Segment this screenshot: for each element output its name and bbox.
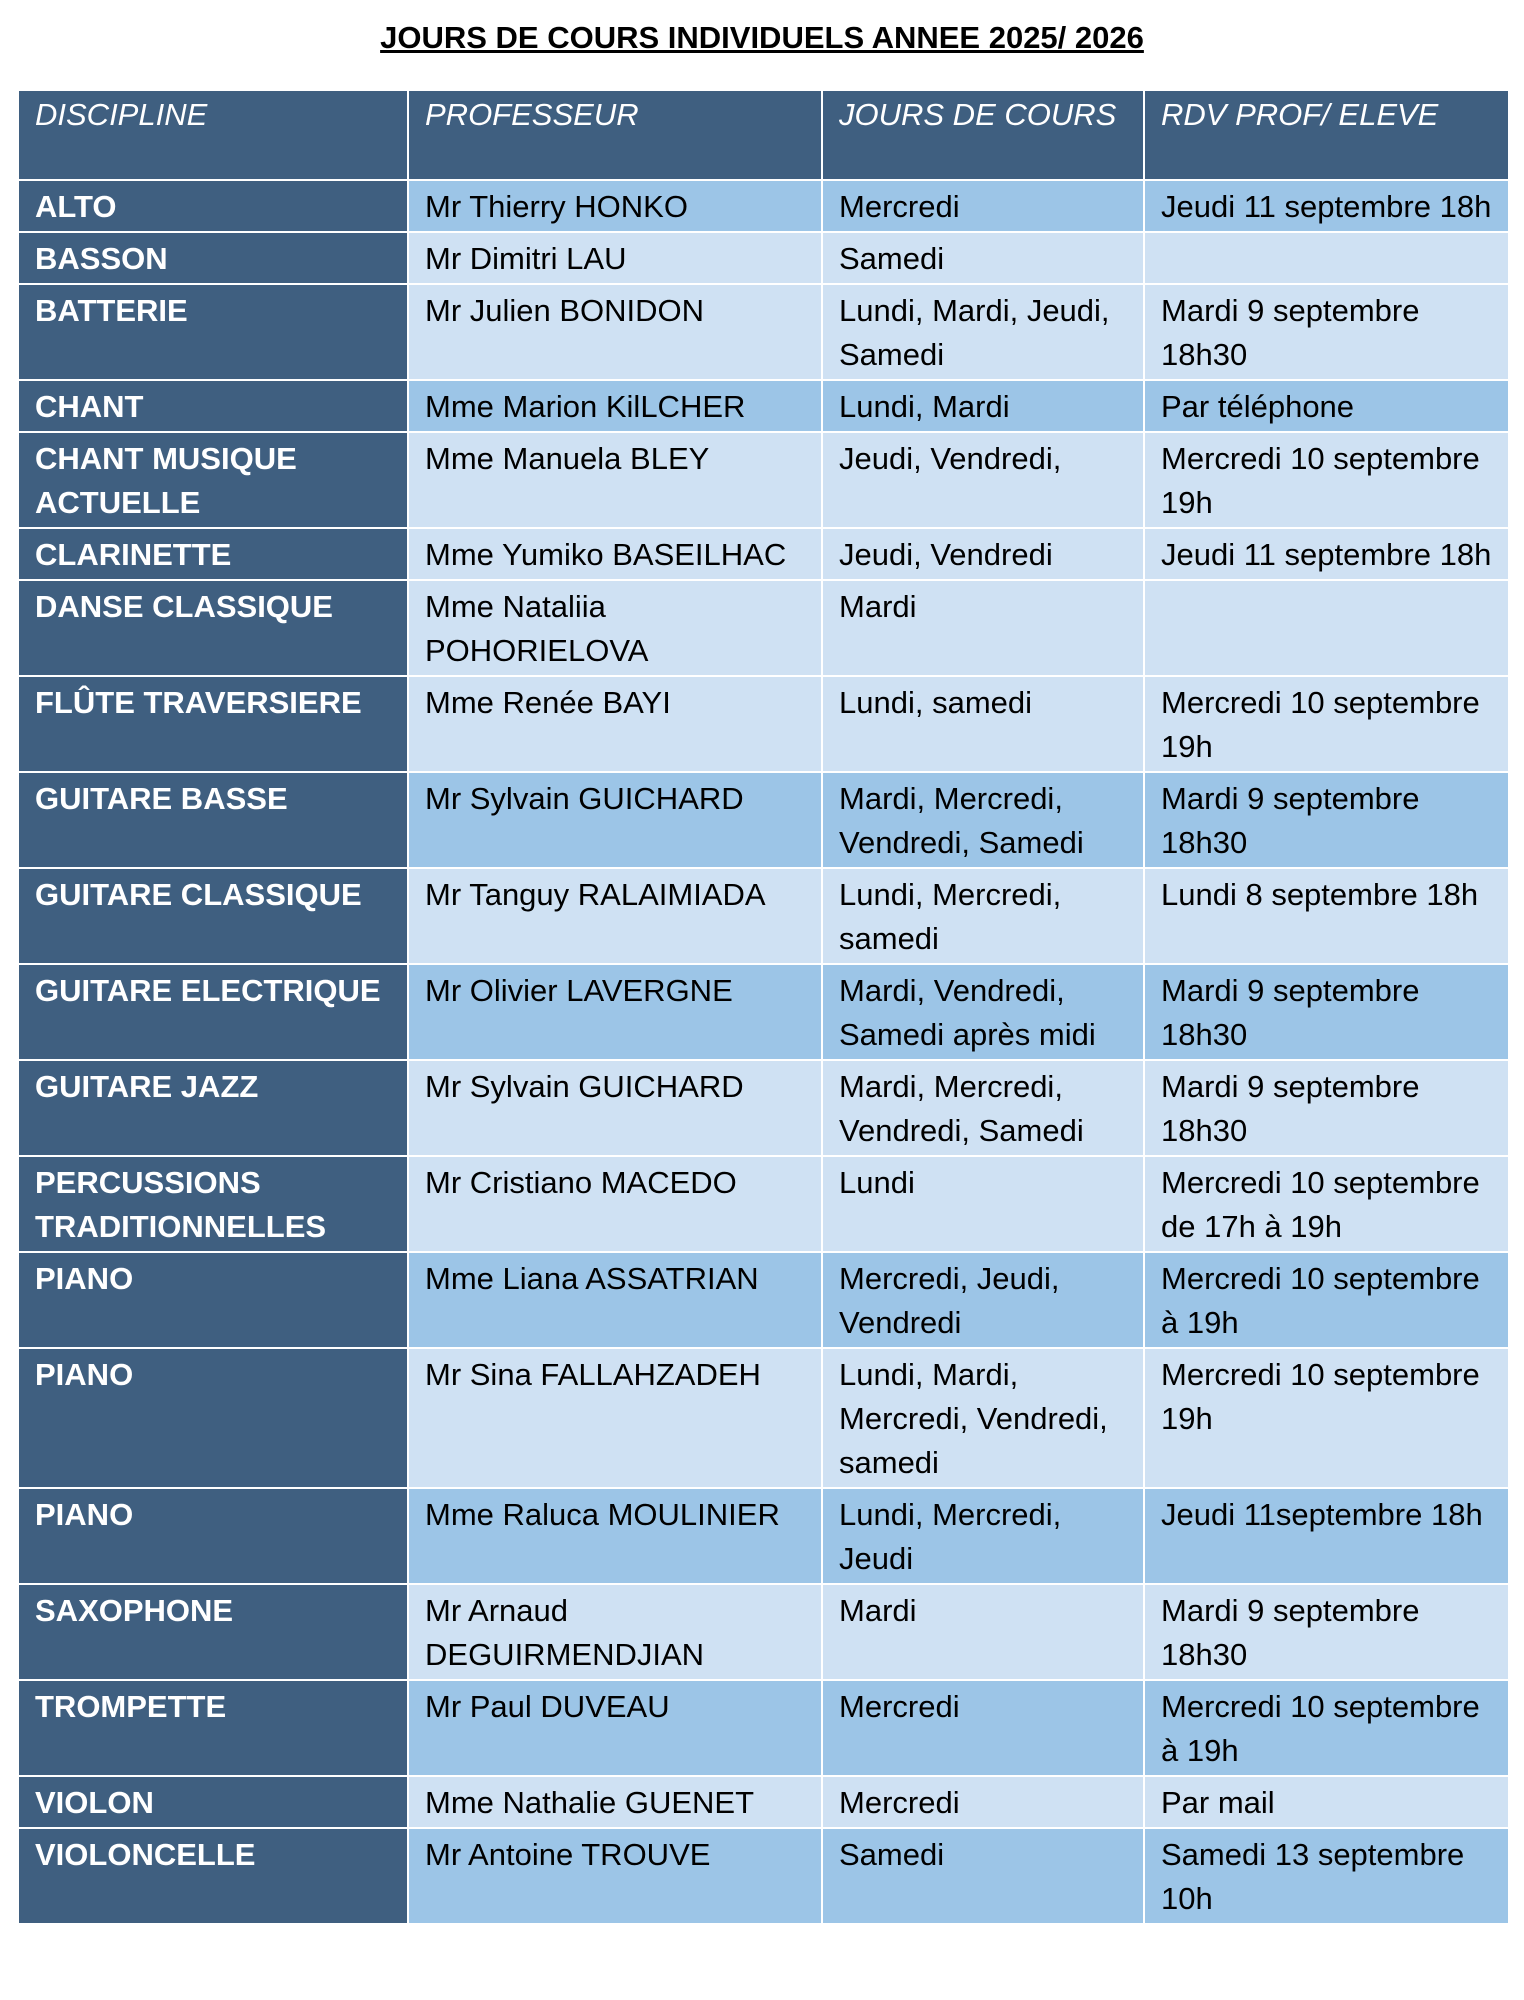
- jours-cell: Samedi: [822, 1828, 1144, 1924]
- professeur-cell: Mme Manuela BLEY: [408, 432, 822, 528]
- header-jours: JOURS DE COURS: [822, 90, 1144, 180]
- professeur-cell: Mr Thierry HONKO: [408, 180, 822, 232]
- rdv-cell: Samedi 13 septembre 10h: [1144, 1828, 1509, 1924]
- table-row: [18, 580, 1509, 676]
- rdv-cell: Jeudi 11 septembre 18h: [1144, 180, 1509, 232]
- discipline-cell: GUITARE JAZZ: [18, 1060, 408, 1156]
- rdv-cell: Lundi 8 septembre 18h: [1144, 868, 1509, 964]
- discipline-cell: CHANT: [18, 380, 408, 432]
- rdv-cell: Jeudi 11 septembre 18h: [1144, 528, 1509, 580]
- table-row: [18, 284, 1509, 380]
- rdv-cell: Mercredi 10 septembre 19h: [1144, 432, 1509, 528]
- table-row: [18, 1584, 1509, 1680]
- rdv-cell: Mercredi 10 septembre à 19h: [1144, 1680, 1509, 1776]
- discipline-cell: PERCUSSIONS TRADITIONNELLES: [18, 1156, 408, 1252]
- jours-cell: Lundi, Mercredi, samedi: [822, 868, 1144, 964]
- rdv-cell: Mercredi 10 septembre 19h: [1144, 676, 1509, 772]
- jours-cell: Mercredi, Jeudi, Vendredi: [822, 1252, 1144, 1348]
- professeur-cell: Mr Julien BONIDON: [408, 284, 822, 380]
- jours-cell: Mardi, Mercredi, Vendredi, Samedi: [822, 772, 1144, 868]
- table-row: [18, 676, 1509, 772]
- discipline-cell: PIANO: [18, 1252, 408, 1348]
- table-row: [18, 1680, 1509, 1776]
- professeur-cell: Mme Nathalie GUENET: [408, 1776, 822, 1828]
- header-rdv: RDV PROF/ ELEVE: [1144, 90, 1509, 180]
- jours-cell: Mardi: [822, 580, 1144, 676]
- table-row: [18, 1776, 1509, 1828]
- rdv-cell: [1144, 580, 1509, 676]
- table-row: [18, 180, 1509, 232]
- jours-cell: Lundi, Mardi: [822, 380, 1144, 432]
- discipline-cell: FLÛTE TRAVERSIERE: [18, 676, 408, 772]
- table-row: [18, 1156, 1509, 1252]
- professeur-cell: Mr Olivier LAVERGNE: [408, 964, 822, 1060]
- discipline-cell: SAXOPHONE: [18, 1584, 408, 1680]
- rdv-cell: Mardi 9 septembre 18h30: [1144, 1584, 1509, 1680]
- discipline-cell: TROMPETTE: [18, 1680, 408, 1776]
- table-row: [18, 528, 1509, 580]
- professeur-cell: Mr Cristiano MACEDO: [408, 1156, 822, 1252]
- jours-cell: Lundi, Mardi, Mercredi, Vendredi, samedi: [822, 1348, 1144, 1488]
- jours-cell: Lundi, samedi: [822, 676, 1144, 772]
- discipline-cell: GUITARE ELECTRIQUE: [18, 964, 408, 1060]
- discipline-cell: VIOLONCELLE: [18, 1828, 408, 1924]
- rdv-cell: Mardi 9 septembre 18h30: [1144, 772, 1509, 868]
- jours-cell: Mercredi: [822, 180, 1144, 232]
- table-row: [18, 232, 1509, 284]
- professeur-cell: Mr Arnaud DEGUIRMENDJIAN: [408, 1584, 822, 1680]
- rdv-cell: Par mail: [1144, 1776, 1509, 1828]
- professeur-cell: Mme Renée BAYI: [408, 676, 822, 772]
- jours-cell: Jeudi, Vendredi,: [822, 432, 1144, 528]
- table-row: [18, 1252, 1509, 1348]
- discipline-cell: BATTERIE: [18, 284, 408, 380]
- rdv-cell: Mardi 9 septembre 18h30: [1144, 964, 1509, 1060]
- discipline-cell: CLARINETTE: [18, 528, 408, 580]
- professeur-cell: Mme Marion KilLCHER: [408, 380, 822, 432]
- jours-cell: Lundi, Mercredi, Jeudi: [822, 1488, 1144, 1584]
- professeur-cell: Mme Yumiko BASEILHAC: [408, 528, 822, 580]
- discipline-cell: GUITARE CLASSIQUE: [18, 868, 408, 964]
- table-row: [18, 964, 1509, 1060]
- professeur-cell: Mr Sylvain GUICHARD: [408, 772, 822, 868]
- rdv-cell: [1144, 232, 1509, 284]
- discipline-cell: ALTO: [18, 180, 408, 232]
- rdv-cell: Mercredi 10 septembre 19h: [1144, 1348, 1509, 1488]
- table-row: [18, 1828, 1509, 1924]
- table-row: [18, 1060, 1509, 1156]
- discipline-cell: GUITARE BASSE: [18, 772, 408, 868]
- professeur-cell: Mme Liana ASSATRIAN: [408, 1252, 822, 1348]
- table-row: [18, 772, 1509, 868]
- professeur-cell: Mr Sina FALLAHZADEH: [408, 1348, 822, 1488]
- jours-cell: Mardi: [822, 1584, 1144, 1680]
- jours-cell: Mardi, Mercredi, Vendredi, Samedi: [822, 1060, 1144, 1156]
- rdv-cell: Mercredi 10 septembre de 17h à 19h: [1144, 1156, 1509, 1252]
- discipline-cell: PIANO: [18, 1348, 408, 1488]
- rdv-cell: Mardi 9 septembre 18h30: [1144, 284, 1509, 380]
- jours-cell: Lundi: [822, 1156, 1144, 1252]
- table-row: [18, 380, 1509, 432]
- table-row: [18, 1488, 1509, 1584]
- table-row: [18, 432, 1509, 528]
- discipline-cell: PIANO: [18, 1488, 408, 1584]
- jours-cell: Jeudi, Vendredi: [822, 528, 1144, 580]
- professeur-cell: Mme Nataliia POHORIELOVA: [408, 580, 822, 676]
- jours-cell: Mercredi: [822, 1776, 1144, 1828]
- professeur-cell: Mr Sylvain GUICHARD: [408, 1060, 822, 1156]
- table-row: [18, 1348, 1509, 1488]
- professeur-cell: Mr Paul DUVEAU: [408, 1680, 822, 1776]
- page-title: JOURS DE COURS INDIVIDUELS ANNEE 2025/ 2026: [380, 20, 1144, 55]
- rdv-cell: Mardi 9 septembre 18h30: [1144, 1060, 1509, 1156]
- header-discipline: DISCIPLINE: [18, 90, 408, 180]
- professeur-cell: Mr Tanguy RALAIMIADA: [408, 868, 822, 964]
- table-row: [18, 868, 1509, 964]
- jours-cell: Lundi, Mardi, Jeudi, Samedi: [822, 284, 1144, 380]
- discipline-cell: VIOLON: [18, 1776, 408, 1828]
- professeur-cell: Mme Raluca MOULINIER: [408, 1488, 822, 1584]
- discipline-cell: DANSE CLASSIQUE: [18, 580, 408, 676]
- jours-cell: Mercredi: [822, 1680, 1144, 1776]
- rdv-cell: Par téléphone: [1144, 380, 1509, 432]
- rdv-cell: Mercredi 10 septembre à 19h: [1144, 1252, 1509, 1348]
- professeur-cell: Mr Dimitri LAU: [408, 232, 822, 284]
- jours-cell: Samedi: [822, 232, 1144, 284]
- discipline-cell: CHANT MUSIQUE ACTUELLE: [18, 432, 408, 528]
- jours-cell: Mardi, Vendredi, Samedi après midi: [822, 964, 1144, 1060]
- discipline-cell: BASSON: [18, 232, 408, 284]
- schedule-table: [17, 89, 1510, 1925]
- header-row: [18, 90, 1509, 180]
- rdv-cell: Jeudi 11septembre 18h: [1144, 1488, 1509, 1584]
- header-professeur: PROFESSEUR: [408, 90, 822, 180]
- professeur-cell: Mr Antoine TROUVE: [408, 1828, 822, 1924]
